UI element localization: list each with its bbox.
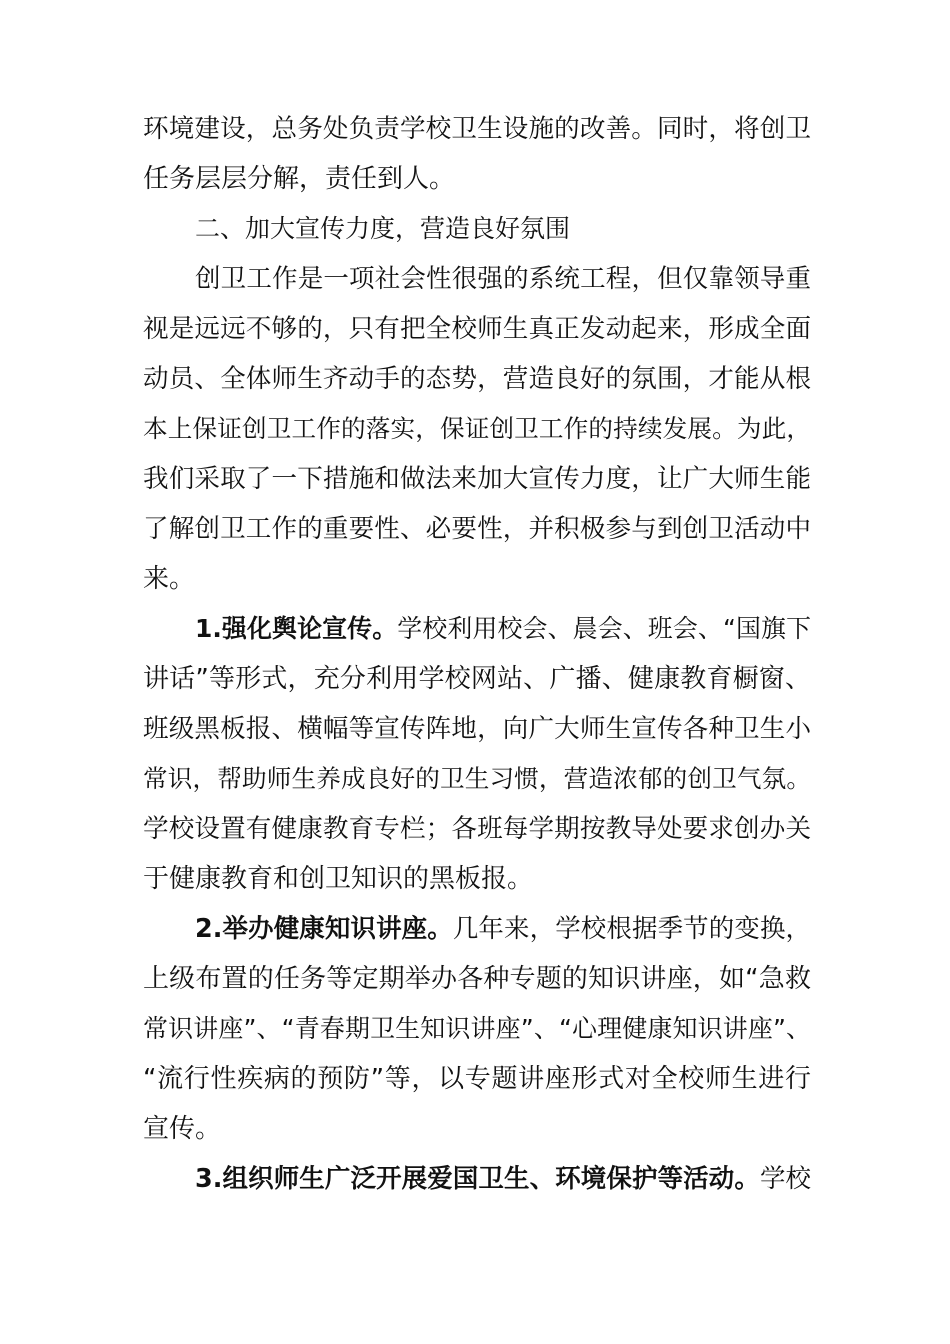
line-text: 视是远远不够的，只有把全校师生真正发动起来，形成全面 <box>143 314 811 344</box>
line-text: 学校利用校会、晨会、班会、“国旗下 <box>397 614 812 643</box>
line-text: 学校 <box>759 1164 811 1194</box>
line-text: 上级布置的任务等定期举办各种专题的知识讲座，如“急救 <box>143 964 811 994</box>
text-line <box>143 1004 811 1054</box>
text-line <box>143 254 811 304</box>
text-line <box>143 654 811 704</box>
line-text: 于健康教育和创卫知识的黑板报。 <box>143 864 534 894</box>
line-text: 二、加大宣传力度，营造良好氛围 <box>195 214 571 243</box>
document-body <box>143 104 811 1204</box>
text-line <box>143 904 811 954</box>
line-text: 环境建设，总务处负责学校卫生设施的改善。同时，将创卫 <box>143 114 811 144</box>
section-heading <box>143 204 811 254</box>
line-text: 几年来，学校根据季节的变换， <box>452 914 811 944</box>
text-line <box>143 354 811 404</box>
item-lead-text: 2.举办健康知识讲座。 <box>195 914 453 944</box>
line-text: 学校设置有健康教育专栏；各班每学期按教导处要求创办关 <box>143 814 811 844</box>
text-line <box>143 104 811 154</box>
item-lead-text: 3.组织师生广泛开展爱国卫生、环境保护等活动。 <box>195 1164 760 1194</box>
line-text: 常识讲座”、“青春期卫生知识讲座”、“心理健康知识讲座”、 <box>143 1014 811 1043</box>
text-line <box>143 1054 811 1104</box>
text-line <box>143 554 811 604</box>
text-line <box>143 304 811 354</box>
text-line <box>143 1154 811 1204</box>
text-line <box>143 154 811 204</box>
text-line <box>143 804 811 854</box>
line-text: 任务层层分解，责任到人。 <box>143 164 456 194</box>
line-text: 宣传。 <box>143 1114 222 1144</box>
line-text: 讲话”等形式，充分利用学校网站、广播、健康教育橱窗、 <box>143 664 811 694</box>
text-line <box>143 1104 811 1154</box>
text-line <box>143 754 811 804</box>
item-lead-text: 1.强化舆论宣传。 <box>195 614 398 643</box>
line-text: 来。 <box>143 564 196 594</box>
line-text: 了解创卫工作的重要性、必要性，并积极参与到创卫活动中 <box>143 514 811 544</box>
line-text: 本上保证创卫工作的落实，保证创卫工作的持续发展。为此， <box>143 414 811 443</box>
text-line <box>143 604 811 654</box>
text-line <box>143 454 811 504</box>
line-text: 我们采取了一下措施和做法来加大宣传力度，让广大师生能 <box>143 464 811 494</box>
line-text: 班级黑板报、横幅等宣传阵地，向广大师生宣传各种卫生小 <box>143 714 811 744</box>
text-line <box>143 504 811 554</box>
line-text: 创卫工作是一项社会性很强的系统工程，但仅靠领导重 <box>195 264 811 294</box>
line-text: 动员、全体师生齐动手的态势，营造良好的氛围，才能从根 <box>143 364 811 394</box>
text-line <box>143 954 811 1004</box>
line-text: “流行性疾病的预防”等，以专题讲座形式对全校师生进行 <box>143 1064 811 1094</box>
text-line <box>143 404 811 454</box>
line-text: 常识，帮助师生养成良好的卫生习惯，营造浓郁的创卫气氛。 <box>143 764 811 793</box>
text-line <box>143 704 811 754</box>
text-line <box>143 854 811 904</box>
